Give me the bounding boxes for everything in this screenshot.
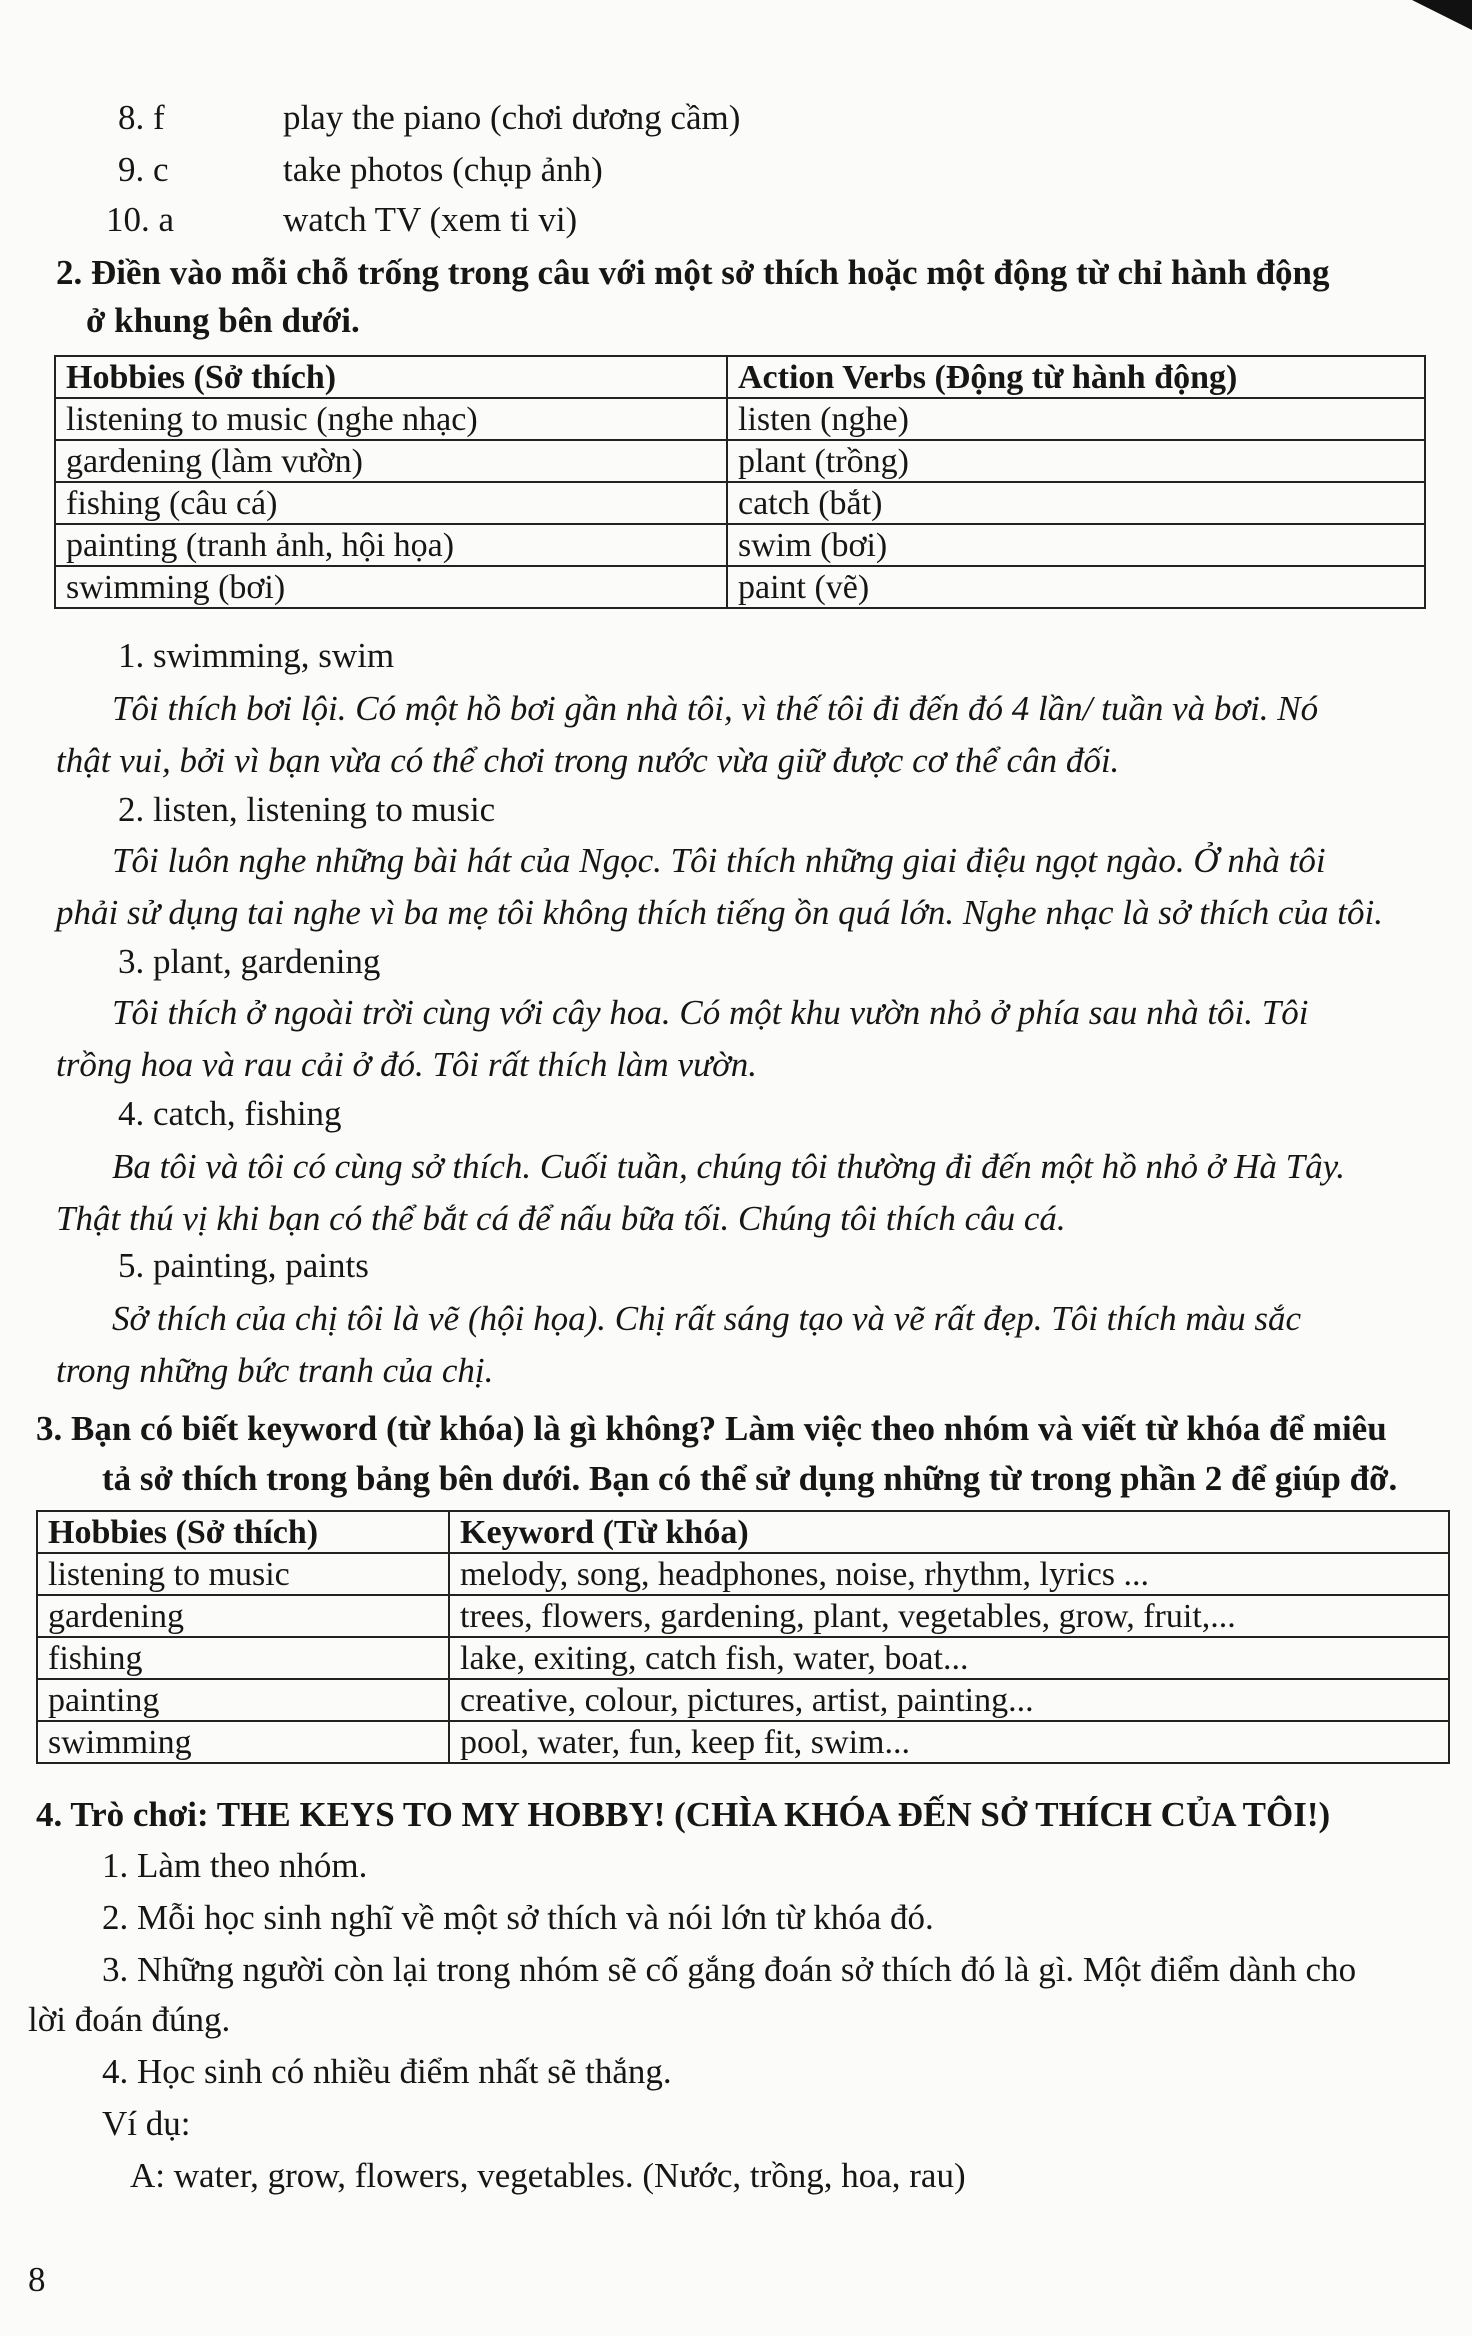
table-row xyxy=(55,398,1425,440)
item-sentence: Ba tôi và tôi có cùng sở thích. Cuối tuần, chúng tôi thường đi đến một hồ nhỏ ở Hà Tây. xyxy=(112,1147,1345,1186)
table-cell: gardening xyxy=(37,1595,449,1637)
item-answer: 5. painting, paints xyxy=(118,1246,369,1285)
table-header-row xyxy=(55,356,1425,398)
item-answer: 1. swimming, swim xyxy=(118,636,395,675)
item-sentence: Thật thú vị khi bạn có thể bắt cá để nấu bữa tối. Chúng tôi thích câu cá. xyxy=(56,1199,1066,1238)
table-header-cell: Hobbies (Sở thích) xyxy=(37,1511,449,1553)
table-header-cell: Keyword (Từ khóa) xyxy=(449,1511,1449,1553)
section2-heading-line1: 2. Điền vào mỗi chỗ trống trong câu với một sở thích hoặc một động từ chỉ hành động xyxy=(56,253,1330,292)
table-cell: listening to music xyxy=(37,1553,449,1595)
table-row xyxy=(55,524,1425,566)
game-step: lời đoán đúng. xyxy=(28,2000,231,2039)
table-row xyxy=(55,440,1425,482)
item-sentence: thật vui, bởi vì bạn vừa có thể chơi trong nước vừa giữ được cơ thể cân đối. xyxy=(56,741,1120,780)
page-number: 8 xyxy=(28,2260,46,2299)
table-row xyxy=(37,1595,1449,1637)
item-sentence: trồng hoa và rau cải ở đó. Tôi rất thích làm vườn. xyxy=(56,1045,758,1084)
table-row xyxy=(55,566,1425,608)
table-cell: plant (trồng) xyxy=(727,440,1425,482)
item-sentence: Tôi thích bơi lội. Có một hồ bơi gần nhà tôi, vì thế tôi đi đến đó 4 lần/ tuần và bơi. Nó xyxy=(112,689,1319,728)
section4-heading: 4. Trò chơi: THE KEYS TO MY HOBBY! (CHÌA KHÓA ĐẾN SỞ THÍCH CỦA TÔI!) xyxy=(36,1795,1331,1834)
hobbies-verbs-table xyxy=(54,355,1426,609)
game-step: 1. Làm theo nhóm. xyxy=(102,1846,368,1885)
table-cell: painting xyxy=(37,1679,449,1721)
table-cell: catch (bắt) xyxy=(727,482,1425,524)
corner-mark xyxy=(1412,0,1472,30)
section2-heading-line2: ở khung bên dưới. xyxy=(86,301,360,340)
table-cell: swimming (bơi) xyxy=(55,566,727,608)
table-cell: lake, exiting, catch fish, water, boat... xyxy=(449,1637,1449,1679)
item-sentence: Tôi thích ở ngoài trời cùng với cây hoa. Có một khu vườn nhỏ ở phía sau nhà tôi. Tôi xyxy=(112,993,1309,1032)
section3-heading-line1: 3. Bạn có biết keyword (từ khóa) là gì không? Làm việc theo nhóm và viết từ khóa để miêu xyxy=(36,1409,1387,1448)
section3-heading-line2: tả sở thích trong bảng bên dưới. Bạn có thể sử dụng những từ trong phần 2 để giúp đỡ. xyxy=(102,1459,1398,1498)
answer-num: 10. a xyxy=(106,200,175,239)
table-cell: swim (bơi) xyxy=(727,524,1425,566)
table-cell: fishing (câu cá) xyxy=(55,482,727,524)
table-cell: creative, colour, pictures, artist, painting... xyxy=(449,1679,1449,1721)
table-row xyxy=(55,482,1425,524)
table-cell: listening to music (nghe nhạc) xyxy=(55,398,727,440)
table-cell: gardening (làm vườn) xyxy=(55,440,727,482)
item-sentence: Sở thích của chị tôi là vẽ (hội họa). Chị rất sáng tạo và vẽ rất đẹp. Tôi thích màu sắc xyxy=(112,1299,1302,1338)
item-answer: 3. plant, gardening xyxy=(118,942,381,981)
table-header-cell: Hobbies (Sở thích) xyxy=(55,356,727,398)
example-line: A: water, grow, flowers, vegetables. (Nước, trồng, hoa, rau) xyxy=(130,2156,966,2195)
table-cell: melody, song, headphones, noise, rhythm, lyrics ... xyxy=(449,1553,1449,1595)
table-row xyxy=(37,1721,1449,1763)
table-cell: listen (nghe) xyxy=(727,398,1425,440)
table-row xyxy=(37,1637,1449,1679)
answer-num: 9. c xyxy=(118,150,169,189)
game-step: 2. Mỗi học sinh nghĩ về một sở thích và nói lớn từ khóa đó. xyxy=(102,1898,934,1937)
table-cell: pool, water, fun, keep fit, swim... xyxy=(449,1721,1449,1763)
table-cell: swimming xyxy=(37,1721,449,1763)
item-sentence: phải sử dụng tai nghe vì ba mẹ tôi không thích tiếng ồn quá lớn. Nghe nhạc là sở thích của tôi. xyxy=(56,893,1383,932)
answer-num: 8. f xyxy=(118,98,165,137)
answer-text: play the piano (chơi dương cầm) xyxy=(283,98,741,137)
item-answer: 2. listen, listening to music xyxy=(118,790,496,829)
item-answer: 4. catch, fishing xyxy=(118,1094,342,1133)
table-cell: fishing xyxy=(37,1637,449,1679)
table-cell: paint (vẽ) xyxy=(727,566,1425,608)
answer-text: take photos (chụp ảnh) xyxy=(283,150,603,189)
hobbies-keywords-table xyxy=(36,1510,1450,1764)
table-header-row xyxy=(37,1511,1449,1553)
item-sentence: Tôi luôn nghe những bài hát của Ngọc. Tôi thích những giai điệu ngọt ngào. Ở nhà tôi xyxy=(112,841,1326,880)
table-cell: trees, flowers, gardening, plant, vegetables, grow, fruit,... xyxy=(449,1595,1449,1637)
table-row xyxy=(37,1553,1449,1595)
game-step: 4. Học sinh có nhiều điểm nhất sẽ thắng. xyxy=(102,2052,672,2091)
answer-text: watch TV (xem ti vi) xyxy=(283,200,578,239)
item-sentence: trong những bức tranh của chị. xyxy=(56,1351,494,1390)
game-step: 3. Những người còn lại trong nhóm sẽ cố gắng đoán sở thích đó là gì. Một điểm dành cho xyxy=(102,1950,1357,1989)
table-cell: painting (tranh ảnh, hội họa) xyxy=(55,524,727,566)
example-label: Ví dụ: xyxy=(102,2104,191,2143)
table-header-cell: Action Verbs (Động từ hành động) xyxy=(727,356,1425,398)
table-row xyxy=(37,1679,1449,1721)
